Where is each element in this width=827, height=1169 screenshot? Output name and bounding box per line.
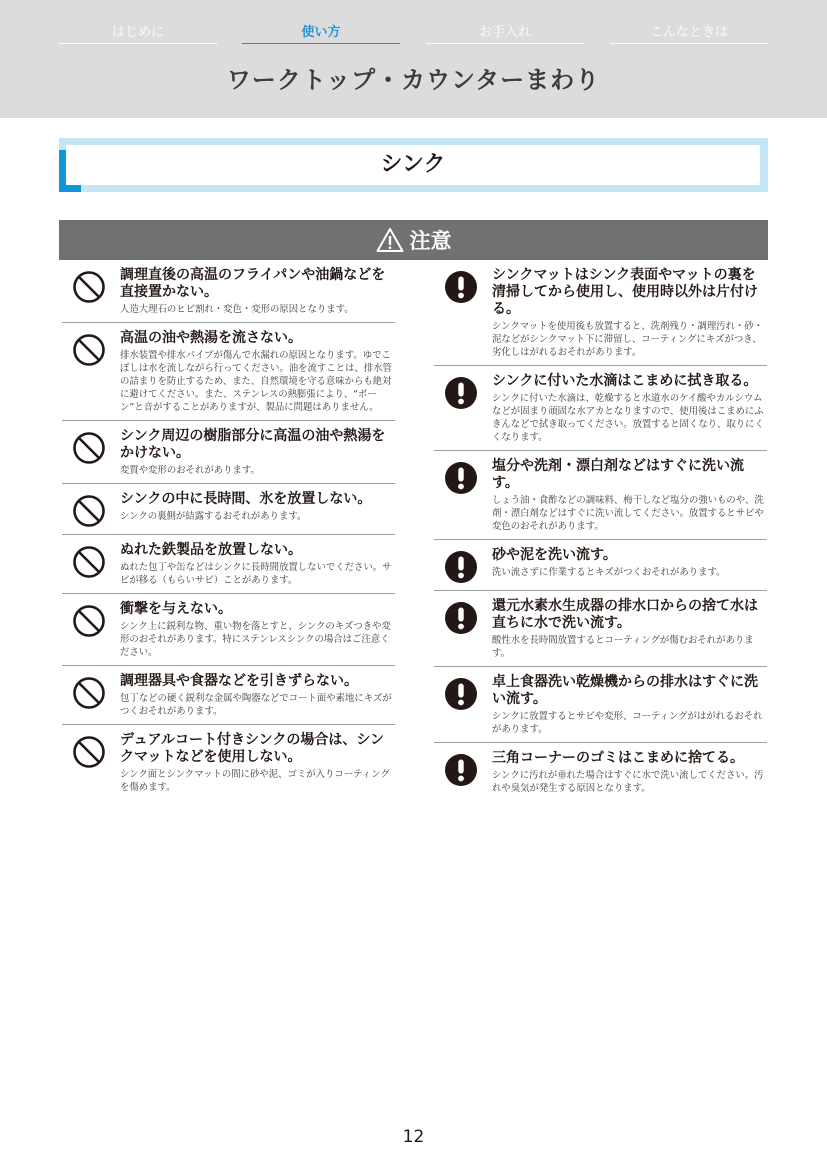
item-text	[120, 732, 395, 794]
item-heading: シンク周辺の樹脂部分に高温の油や熱湯をかけない。	[120, 428, 386, 461]
item-description: シンクに付いた水滴は、乾燥すると水道水のケイ酸やカルシウムなどが固まり頑固な水アカとなりますので、使用後はこまめにふきんなどで拭き取ってください。放置すると固くなり、取りにくくなります。	[492, 393, 764, 443]
prohibited-icon	[62, 491, 120, 528]
prohibition-list	[62, 260, 395, 800]
mandatory-action-icon	[434, 598, 492, 660]
item-heading: 三角コーナーのゴミはこまめに捨てる。	[492, 750, 744, 766]
list-item	[434, 591, 767, 667]
item-heading: 還元水素水生成器の排水口からの捨て水は直ちに水で洗い流す。	[492, 598, 758, 631]
item-text	[120, 267, 395, 316]
instruction-list	[434, 260, 767, 801]
item-text	[492, 674, 767, 736]
prohibited-icon	[62, 330, 120, 414]
item-text	[492, 373, 767, 444]
list-item	[62, 323, 395, 421]
prohibited-icon	[62, 732, 120, 794]
list-item	[62, 421, 395, 484]
item-description: 包丁などの硬く鋭利な金属や陶器などでコート面や素地にキズがつくおそれがあります。	[120, 693, 392, 717]
list-item	[62, 484, 395, 535]
mandatory-action-icon	[434, 750, 492, 795]
header	[0, 0, 827, 118]
mandatory-action-icon	[434, 674, 492, 736]
list-item	[62, 260, 395, 323]
prohibited-icon	[62, 601, 120, 659]
item-description: 排水装置や排水パイプが傷んで水漏れの原因となります。ゆでこぼしは水を流しながら行ってください。油を流すことは、排水管の詰まりを防止するため、また、自然環境を守る意味からも絶対に避けてください。また、ステンレスの熱膨張により、“ボーン”と音がすることがありますが、製品に問題はありません。	[120, 350, 392, 413]
item-description: シンクに汚れが垂れた場合はすぐに水で洗い流してください。汚れや臭気が発生する原因となります。	[492, 770, 764, 794]
item-description: 人造大理石のヒビ割れ・変色・変形の原因となります。	[120, 304, 354, 315]
item-heading: 高温の油や熱湯を流さない。	[120, 330, 302, 346]
list-item	[434, 260, 767, 366]
item-heading: 衝撃を与えない。	[120, 601, 232, 617]
mandatory-action-icon	[434, 373, 492, 444]
item-text	[492, 458, 767, 533]
item-description: シンクマットを使用後も放置すると、洗剤残り・調理汚れ・砂・泥などがシンクマット下に滞留し、コーティングにキズがつき、劣化しはがれるおそれがあります。	[492, 321, 764, 358]
item-description: ぬれた包丁や缶などはシンクに長時間放置しないでください。サビが移る（もらいサビ）ことがあります。	[120, 562, 392, 586]
item-text	[120, 491, 395, 528]
caution-title: 注意	[409, 229, 452, 253]
page-number: 12	[402, 1127, 425, 1147]
section-header	[66, 145, 760, 185]
item-description: シンクの裏側が結露するおそれがあります。	[120, 511, 307, 522]
list-item	[62, 594, 395, 666]
caution-bar	[59, 220, 768, 260]
item-description: しょう油・食酢などの調味料、梅干しなど塩分の強いものや、洗剤・漂白剤などはすぐに洗い流してください。放置するとサビや変色のおそれがあります。	[492, 495, 764, 532]
list-item	[434, 667, 767, 743]
item-text	[492, 267, 767, 359]
prohibited-icon	[62, 673, 120, 718]
item-heading: ぬれた鉄製品を放置しない。	[120, 542, 302, 558]
item-heading: デュアルコート付きシンクの場合は、シンクマットなどを使用しない。	[120, 732, 385, 765]
mandatory-action-icon	[434, 267, 492, 359]
tab-usage[interactable]: 使い方	[242, 24, 400, 44]
item-text	[492, 547, 767, 584]
section-title: シンク	[380, 152, 446, 177]
item-heading: シンクに付いた水滴はこまめに拭き取る。	[492, 373, 758, 389]
item-description: シンクに放置するとサビや変形、コーティングがはがれるおそれがあります。	[492, 711, 763, 735]
prohibited-icon	[62, 542, 120, 587]
item-description: 酸性水を長時間放置するとコーティングが傷むおそれがあります。	[492, 635, 754, 659]
item-text	[492, 750, 767, 795]
list-item	[62, 666, 395, 725]
page-title: ワークトップ・カウンターまわり	[226, 66, 601, 94]
list-item	[434, 540, 767, 591]
item-text	[120, 330, 395, 414]
chapter-tabs	[59, 24, 768, 44]
item-heading: 砂や泥を洗い流す。	[492, 547, 617, 563]
item-text	[120, 673, 395, 718]
item-description: 洗い流さずに作業するとキズがつくおそれがあります。	[492, 567, 726, 578]
list-item	[434, 366, 767, 451]
item-text	[120, 428, 395, 477]
warning-triangle-icon	[376, 227, 404, 253]
item-heading: 塩分や洗剤・漂白剤などはすぐに洗い流す。	[492, 458, 744, 491]
tab-maintenance[interactable]: お手入れ	[426, 24, 584, 44]
list-item	[434, 743, 767, 801]
item-description: シンク面とシンクマットの間に砂や泥、ゴミが入りコーティングを傷めます。	[120, 769, 390, 793]
item-heading: 卓上食器洗い乾燥機からの排水はすぐに洗い流す。	[492, 674, 758, 707]
item-text	[120, 542, 395, 587]
item-heading: シンクの中に長時間、氷を放置しない。	[120, 491, 372, 507]
item-heading: 調理器具や食器などを引きずらない。	[120, 673, 358, 689]
item-heading: シンクマットはシンク表面やマットの裏を清掃してから使用し、使用時以外は片付ける。	[492, 267, 758, 317]
prohibited-icon	[62, 428, 120, 477]
list-item	[62, 725, 395, 800]
tab-introduction[interactable]: はじめに	[59, 24, 217, 44]
list-item	[434, 451, 767, 540]
item-description: 変質や変形のおそれがあります。	[120, 465, 260, 476]
tab-troubleshooting[interactable]: こんなときは	[610, 24, 768, 44]
mandatory-action-icon	[434, 458, 492, 533]
mandatory-action-icon	[434, 547, 492, 584]
prohibited-icon	[62, 267, 120, 316]
item-text	[120, 601, 395, 659]
list-item	[62, 535, 395, 594]
item-text	[492, 598, 767, 660]
item-heading: 調理直後の高温のフライパンや油鍋などを直接置かない。	[120, 267, 386, 300]
item-description: シンク上に鋭利な物、重い物を落とすと、シンクのキズつきや変形のおそれがあります。特にステンレスシンクの場合はご注意ください。	[120, 621, 391, 658]
